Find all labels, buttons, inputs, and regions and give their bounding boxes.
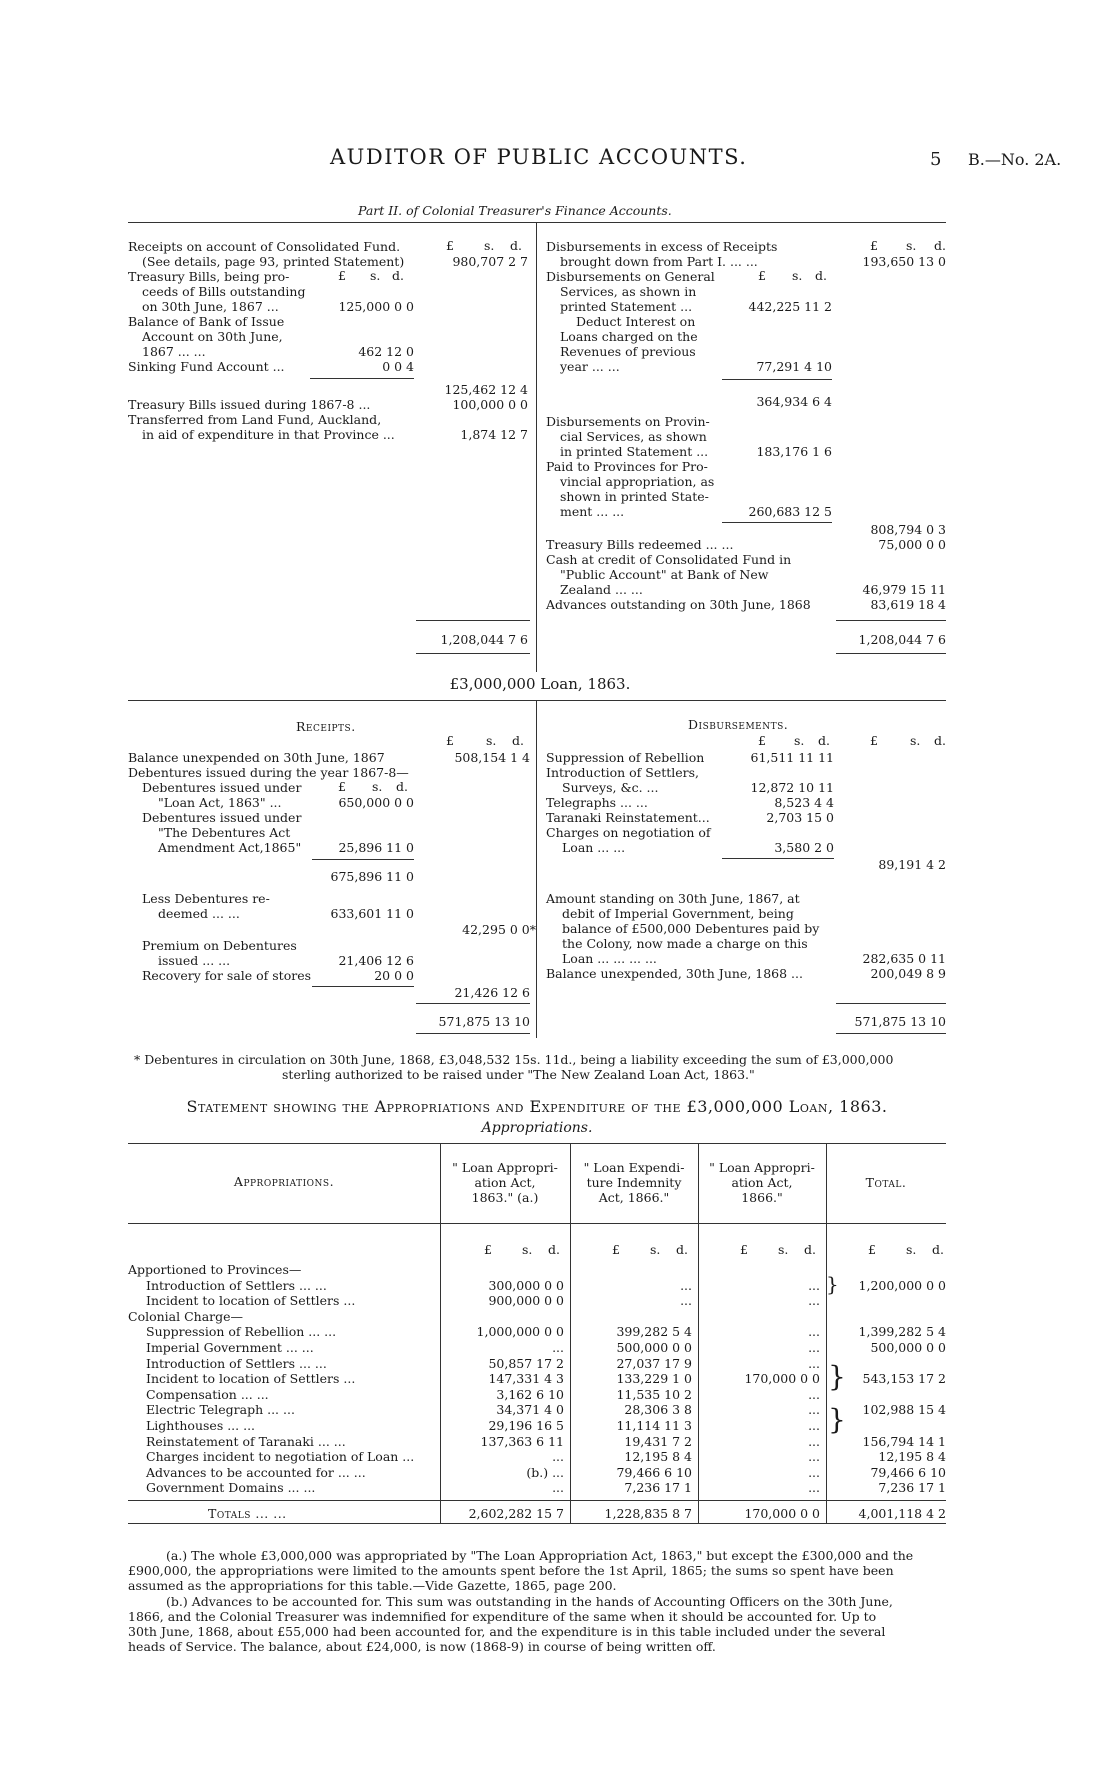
line-label: Disbursements on Provin- [546, 414, 710, 429]
row-amount: 133,229 1 0 [616, 1371, 692, 1386]
line-label: Paid to Provinces for Pro- [546, 459, 708, 474]
line-label: vincial appropriation, as [560, 474, 715, 489]
line-label: Revenues of previous [560, 344, 696, 359]
col-appropriations: Appropriations. [233, 1174, 335, 1189]
line-label: balance of £500,000 Debentures paid by [562, 921, 820, 936]
amount: 42,295 0 0* [462, 922, 536, 937]
currency-shilling: s. [372, 779, 383, 794]
amount: 12,872 10 11 [750, 780, 834, 795]
receipts-heading: Receipts. [296, 719, 356, 734]
row-label: Apportioned to Provinces— [128, 1262, 302, 1277]
line-label: Treasury Bills, being pro- [128, 269, 290, 284]
amount: 183,176 1 6 [756, 444, 832, 459]
row-label: Lighthouses ... ... [146, 1418, 256, 1433]
row-amount: ... [808, 1402, 820, 1417]
row-amount: 12,195 8 4 [878, 1449, 946, 1464]
total-col4: 4,001,118 4 2 [858, 1506, 946, 1521]
currency-pence: d. [815, 268, 827, 283]
page-title: AUDITOR OF PUBLIC ACCOUNTS. [330, 145, 748, 169]
currency-pound: £ [446, 238, 454, 253]
row-amount: 170,000 0 0 [744, 1371, 820, 1386]
currency-pound: £ [338, 779, 346, 794]
amount: 46,979 15 11 [862, 582, 946, 597]
line-label: on 30th June, 1867 ... [142, 299, 279, 314]
col-header: " Loan Expendi- [583, 1160, 685, 1175]
row-amount: 500,000 0 0 [616, 1340, 692, 1355]
row-amount: ... [808, 1340, 820, 1355]
row-amount: 12,195 8 4 [624, 1449, 692, 1464]
line-label: "The Debentures Act [158, 825, 291, 840]
currency-pence: d. [932, 1242, 944, 1257]
row-amount: 50,857 17 2 [488, 1356, 564, 1371]
amount: 0 0 4 [382, 359, 414, 374]
line-label: Account on 30th June, [142, 329, 283, 344]
currency-pound: £ [868, 1242, 876, 1257]
col-header: 1866." [741, 1190, 783, 1205]
row-label: Electric Telegraph ... ... [146, 1402, 295, 1417]
row-amount: 7,236 17 1 [624, 1480, 692, 1495]
row-amount: ... [680, 1278, 692, 1293]
row-amount: 1,000,000 0 0 [476, 1324, 564, 1339]
amount: 200,049 8 9 [870, 966, 946, 981]
loan-disbursements-total: 571,875 13 10 [854, 1014, 946, 1029]
currency-pence: d. [804, 1242, 816, 1257]
line-label: issued ... ... [158, 953, 231, 968]
line-label: in aid of expenditure in that Province ... [142, 427, 395, 442]
amount: 125,462 12 4 [444, 382, 528, 397]
line-label: Balance unexpended, 30th June, 1868 ... [546, 966, 803, 981]
statement-title: Statement showing the Appropriations and Expenditure of the £3,000,000 Loan, 1863. [186, 1097, 888, 1116]
line-label: Disbursements on General [546, 269, 715, 284]
amount: 25,896 11 0 [338, 840, 414, 855]
amount: 462 12 0 [358, 344, 414, 359]
currency-pound: £ [484, 1242, 492, 1257]
line-label: Receipts on account of Consolidated Fund. [128, 239, 401, 254]
row-label: Advances to be accounted for ... ... [146, 1465, 366, 1480]
amount: 633,601 11 0 [330, 906, 414, 921]
row-label: Charges incident to negotiation of Loan ... [146, 1449, 415, 1464]
currency-pence: d. [392, 268, 404, 283]
document-ref: B.—No. 2A. [968, 150, 1062, 169]
note-b: (b.) Advances to be accounted for. This sum was outstanding in the hands of Accounting Officers on the 30th June, [166, 1594, 893, 1609]
amount: 125,000 0 0 [338, 299, 414, 314]
brace-glyph: } [828, 1360, 846, 1393]
line-label: Advances outstanding on 30th June, 1868 [546, 597, 811, 612]
row-amount: ... [808, 1418, 820, 1433]
amount: 21,426 12 6 [454, 985, 530, 1000]
row-amount: ... [552, 1340, 564, 1355]
currency-shilling: s. [910, 733, 921, 748]
row-amount: ... [808, 1278, 820, 1293]
currency-shilling: s. [906, 1242, 917, 1257]
line-label: Disbursements in excess of Receipts [546, 239, 778, 254]
line-label: Deduct Interest on [576, 314, 696, 329]
col-header: " Loan Appropri- [452, 1160, 558, 1175]
col-total: Total. [865, 1175, 907, 1190]
amount: 8,523 4 4 [774, 795, 834, 810]
row-label: Suppression of Rebellion ... ... [146, 1324, 337, 1339]
currency-shilling: s. [778, 1242, 789, 1257]
line-label: Debentures issued during the year 1867-8— [128, 765, 409, 780]
row-amount: 34,371 4 0 [496, 1402, 564, 1417]
amount: 282,635 0 11 [862, 951, 946, 966]
line-label: Balance of Bank of Issue [128, 314, 285, 329]
row-amount: 543,153 17 2 [862, 1371, 946, 1386]
line-label: 1867 ... ... [142, 344, 206, 359]
currency-shilling: s. [486, 733, 497, 748]
row-amount: 147,331 4 3 [488, 1371, 564, 1386]
loan-footnote: sterling authorized to be raised under "The New Zealand Loan Act, 1863." [282, 1067, 755, 1082]
row-amount: 156,794 14 1 [862, 1434, 946, 1449]
line-label: deemed ... ... [158, 906, 240, 921]
amount: 2,703 15 0 [766, 810, 834, 825]
currency-pence: d. [396, 779, 408, 794]
currency-shilling: s. [484, 238, 495, 253]
row-amount: 79,466 6 10 [870, 1465, 946, 1480]
amount: 508,154 1 4 [454, 750, 530, 765]
currency-pound: £ [870, 238, 878, 253]
line-label: Loans charged on the [560, 329, 698, 344]
line-label: cial Services, as shown [560, 429, 707, 444]
loan-title: £3,000,000 Loan, 1863. [449, 675, 631, 693]
row-amount: 11,535 10 2 [616, 1387, 692, 1402]
statement-subtitle: Appropriations. [481, 1120, 593, 1136]
line-label: Transferred from Land Fund, Auckland, [128, 412, 382, 427]
row-amount: ... [552, 1480, 564, 1495]
amount: 364,934 6 4 [756, 394, 832, 409]
row-amount: 102,988 15 4 [862, 1402, 946, 1417]
currency-pound: £ [740, 1242, 748, 1257]
row-amount: 399,282 5 4 [616, 1324, 692, 1339]
line-label: printed Statement ... [560, 299, 693, 314]
currency-pence: d. [934, 733, 946, 748]
row-amount: 11,114 11 3 [616, 1418, 692, 1433]
currency-shilling: s. [906, 238, 917, 253]
row-amount: 1,200,000 0 0 [858, 1278, 946, 1293]
amount: 100,000 0 0 [452, 397, 528, 412]
currency-pound: £ [446, 733, 454, 748]
row-amount: ... [552, 1449, 564, 1464]
line-label: Amendment Act,1865" [158, 840, 302, 855]
currency-shilling: s. [794, 733, 805, 748]
row-label: Imperial Government ... ... [146, 1340, 314, 1355]
amount: 75,000 0 0 [878, 537, 946, 552]
currency-shilling: s. [650, 1242, 661, 1257]
line-label: shown in printed State- [560, 489, 709, 504]
line-label: Sinking Fund Account ... [128, 359, 285, 374]
row-amount: (b.) ... [526, 1465, 564, 1480]
currency-pence: d. [934, 238, 946, 253]
total-col2: 1,228,835 8 7 [604, 1506, 692, 1521]
currency-shilling: s. [522, 1242, 533, 1257]
row-amount: 1,399,282 5 4 [858, 1324, 946, 1339]
line-label: Taranaki Reinstatement... [546, 810, 710, 825]
line-label: Balance unexpended on 30th June, 1867 [128, 750, 385, 765]
page-number: 5 [930, 149, 942, 170]
amount: 1,874 12 7 [460, 427, 528, 442]
row-amount: 19,431 7 2 [624, 1434, 692, 1449]
note-b: heads of Service. The balance, about £24,000, is now (1868-9) in course of being written off. [128, 1639, 716, 1654]
line-label: Debentures issued under [142, 780, 302, 795]
disbursements-heading: Disbursements. [688, 717, 789, 732]
row-amount: ... [680, 1293, 692, 1308]
note-b: 30th June, 1868, about £55,000 had been accounted for, and the expenditure is in this table included under the several [128, 1624, 886, 1639]
total-col3: 170,000 0 0 [744, 1506, 820, 1521]
row-label: Colonial Charge— [128, 1309, 244, 1324]
row-label: Introduction of Settlers ... ... [146, 1356, 327, 1371]
line-label: debit of Imperial Government, being [562, 906, 794, 921]
amount: 980,707 2 7 [452, 254, 528, 269]
row-amount: 900,000 0 0 [488, 1293, 564, 1308]
amount: 650,000 0 0 [338, 795, 414, 810]
row-amount: ... [808, 1465, 820, 1480]
row-label: Compensation ... ... [146, 1387, 269, 1402]
currency-pence: d. [818, 733, 830, 748]
part-subtitle: Part II. of Colonial Treasurer's Finance Accounts. [358, 203, 672, 218]
line-label: Premium on Debentures [142, 938, 297, 953]
currency-pound: £ [758, 733, 766, 748]
row-amount: 29,196 16 5 [488, 1418, 564, 1433]
line-label: the Colony, now made a charge on this [562, 936, 808, 951]
line-label: Suppression of Rebellion [546, 750, 705, 765]
amount: 193,650 13 0 [862, 254, 946, 269]
loan-receipts-total: 571,875 13 10 [438, 1014, 530, 1029]
brace-glyph: } [826, 1272, 839, 1296]
row-amount: 500,000 0 0 [870, 1340, 946, 1355]
totals-label: Totals ... ... [208, 1506, 287, 1521]
col-header: ture Indemnity [586, 1175, 682, 1190]
line-label: Treasury Bills issued during 1867-8 ... [128, 397, 371, 412]
col-header: Act, 1866." [598, 1190, 670, 1205]
row-amount: 79,466 6 10 [616, 1465, 692, 1480]
note-a: assumed as the appropriations for this table.—Vide Gazette, 1865, page 200. [128, 1578, 617, 1593]
note-b: 1866, and the Colonial Treasurer was indemnified for expenditure of the same when it should be accounted for. Up to [128, 1609, 877, 1624]
line-label: Loan ... ... [562, 840, 626, 855]
row-amount: ... [808, 1356, 820, 1371]
line-label: ment ... ... [560, 504, 625, 519]
row-amount: 3,162 6 10 [496, 1387, 564, 1402]
note-a: (a.) The whole £3,000,000 was appropriated by "The Loan Appropriation Act, 1863," but except the £300,000 and the [166, 1548, 914, 1563]
line-label: Telegraphs ... ... [546, 795, 648, 810]
col-header: 1863." (a.) [471, 1190, 539, 1205]
line-label: "Loan Act, 1863" ... [158, 795, 282, 810]
line-label: ceeds of Bills outstanding [142, 284, 306, 299]
amount: 20 0 0 [374, 968, 414, 983]
line-label: Debentures issued under [142, 810, 302, 825]
currency-pence: d. [548, 1242, 560, 1257]
loan-footnote: * Debentures in circulation on 30th June, 1868, £3,048,532 15s. 11d., being a liability exceeding the sum of £3,000,000 [134, 1052, 894, 1067]
line-label: Services, as shown in [560, 284, 697, 299]
line-label: Treasury Bills redeemed ... ... [546, 537, 734, 552]
row-label: Incident to location of Settlers ... [146, 1371, 356, 1386]
part2-right-total: 1,208,044 7 6 [858, 632, 946, 647]
amount: 89,191 4 2 [878, 857, 946, 872]
currency-pound: £ [338, 268, 346, 283]
row-label: Government Domains ... ... [146, 1480, 316, 1495]
currency-pence: d. [510, 238, 522, 253]
amount: 61,511 11 11 [750, 750, 834, 765]
note-a: £900,000, the appropriations were limited to the amounts spent before the 1st April, 1865; the sums so spent have been [128, 1563, 894, 1578]
amount: 808,794 0 3 [870, 522, 946, 537]
row-label: Reinstatement of Taranaki ... ... [146, 1434, 346, 1449]
line-label: Zealand ... ... [560, 582, 643, 597]
line-label: brought down from Part I. ... ... [560, 254, 758, 269]
line-label: Loan ... ... ... ... [562, 951, 657, 966]
currency-pence: d. [512, 733, 524, 748]
row-amount: ... [808, 1387, 820, 1402]
amount: 77,291 4 10 [756, 359, 832, 374]
row-label: Incident to location of Settlers ... [146, 1293, 356, 1308]
amount: 3,580 2 0 [774, 840, 834, 855]
amount: 83,619 18 4 [870, 597, 946, 612]
line-label: (See details, page 93, printed Statement) [142, 254, 405, 269]
col-header: ation Act, [474, 1175, 536, 1190]
col-header: ation Act, [731, 1175, 793, 1190]
line-label: Recovery for sale of stores [142, 968, 312, 983]
row-amount: 27,037 17 9 [616, 1356, 692, 1371]
amount: 442,225 11 2 [748, 299, 832, 314]
line-label: Cash at credit of Consolidated Fund in [546, 552, 792, 567]
row-amount: 137,363 6 11 [480, 1434, 564, 1449]
line-label: year ... ... [560, 359, 620, 374]
line-label: Amount standing on 30th June, 1867, at [546, 891, 800, 906]
currency-shilling: s. [792, 268, 803, 283]
row-amount: 7,236 17 1 [878, 1480, 946, 1495]
amount: 260,683 12 5 [748, 504, 832, 519]
row-amount: 300,000 0 0 [488, 1278, 564, 1293]
line-label: "Public Account" at Bank of New [560, 567, 769, 582]
row-label: Introduction of Settlers ... ... [146, 1278, 327, 1293]
currency-pound: £ [870, 733, 878, 748]
row-amount: ... [808, 1449, 820, 1464]
row-amount: ... [808, 1293, 820, 1308]
currency-pence: d. [676, 1242, 688, 1257]
currency-pound: £ [612, 1242, 620, 1257]
row-amount: 28,306 3 8 [624, 1402, 692, 1417]
currency-pound: £ [758, 268, 766, 283]
row-amount: ... [808, 1324, 820, 1339]
col-header: " Loan Appropri- [709, 1160, 815, 1175]
row-amount: ... [808, 1434, 820, 1449]
amount: 21,406 12 6 [338, 953, 414, 968]
line-label: Charges on negotiation of [546, 825, 711, 840]
line-label: Introduction of Settlers, [546, 765, 700, 780]
brace-glyph: } [828, 1403, 846, 1436]
line-label: Surveys, &c. ... [562, 780, 659, 795]
currency-shilling: s. [370, 268, 381, 283]
line-label: in printed Statement ... [560, 444, 709, 459]
line-label: Less Debentures re- [142, 891, 270, 906]
amount: 675,896 11 0 [330, 869, 414, 884]
part2-left-total: 1,208,044 7 6 [440, 632, 528, 647]
row-amount: ... [808, 1480, 820, 1495]
total-col1: 2,602,282 15 7 [468, 1506, 564, 1521]
